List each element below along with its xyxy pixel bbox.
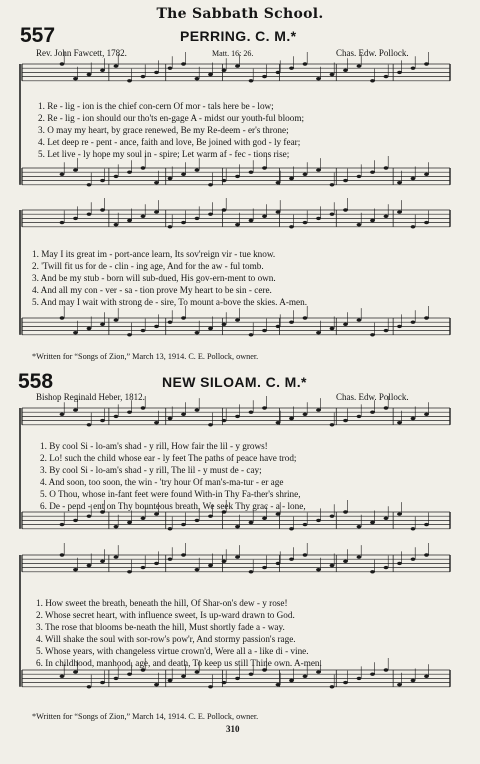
note-head [316,568,321,571]
note-head [208,685,213,688]
note-head [114,318,119,321]
note-head [303,523,308,526]
note-head [73,168,78,171]
tune-title-557: PERRING. C. M.* [180,28,297,44]
verse-line: 4. And all my con - ver - sa - tion prove My heart to be sin - cere. [32,285,272,295]
note-head [195,77,200,80]
note-head [114,525,119,528]
verse-line: 5. Let live - ly hope my soul in - spire; Let warm af - fec - tions rise; [38,149,290,159]
verse-line: 5. O Thou, whose in-fant feet were found With-in Thy Fa-ther's shrine, [40,489,301,499]
note-head [208,183,213,186]
note-head [249,411,254,414]
note-head [397,181,402,184]
note-head [73,408,78,411]
note-head [100,681,105,684]
hymn-number-557: 557 [20,24,56,47]
note-head [330,685,335,688]
note-head [370,79,375,82]
note-head [316,217,321,220]
note-head [289,321,294,324]
note-head [60,173,65,176]
note-head [235,555,240,558]
note-head [289,225,294,228]
note-head [235,223,240,226]
note-head [289,417,294,420]
note-head [154,512,159,515]
note-head [262,329,267,332]
note-head [168,321,173,324]
note-head [73,568,78,571]
note-head [384,75,389,78]
note-head [370,219,375,222]
note-head [195,670,200,673]
note-head [235,175,240,178]
note-head [370,171,375,174]
note-head [168,67,173,70]
note-head [249,219,254,222]
note-head [262,215,267,218]
note-head [411,417,416,420]
note-head [343,681,348,684]
note-head [114,223,119,226]
note-head [370,570,375,573]
note-head [222,323,227,326]
note-head [397,683,402,686]
note-head [424,675,429,678]
note-head [73,217,78,220]
note-head [424,413,429,416]
note-head [73,519,78,522]
note-head [384,406,389,409]
note-head [127,79,132,82]
note-head [424,221,429,224]
note-head [330,183,335,186]
note-head [330,564,335,567]
note-head [316,670,321,673]
note-head [249,521,254,524]
note-head [316,519,321,522]
note-head [87,685,92,688]
note-head [114,677,119,680]
verses-558-system1 [40,440,306,512]
note-head [276,512,281,515]
note-head [384,166,389,169]
verse-line: 1. How sweet the breath, beneath the hill, Of Shar-on's dew - y rose! [36,598,288,608]
note-head [114,175,119,178]
note-head [114,555,119,558]
note-head [330,515,335,518]
verses-557-system2 [32,248,307,308]
note-head [343,510,348,513]
verse-line: 3. O may my heart, by grace renewed, Be my Re-deem - er's throne; [38,125,289,135]
scripture-557: Matt. 16: 26. [212,49,254,58]
note-head [195,519,200,522]
note-head [60,413,65,416]
note-head [424,316,429,319]
note-head [357,318,362,321]
note-head [87,73,92,76]
note-head [154,421,159,424]
note-head [330,73,335,76]
note-head [168,417,173,420]
note-head [343,179,348,182]
note-head [316,331,321,334]
note-head [424,173,429,176]
note-head [303,675,308,678]
note-head [289,67,294,70]
note-head [249,171,254,174]
note-head [127,411,132,414]
note-head [397,325,402,328]
note-head [141,517,146,520]
note-head [357,555,362,558]
note-head [100,208,105,211]
note-head [330,213,335,216]
composer-557: Chas. Edw. Pollock. [336,48,409,58]
note-head [168,527,173,530]
note-head [208,515,213,518]
note-head [60,675,65,678]
note-head [262,566,267,569]
note-head [87,183,92,186]
note-head [357,175,362,178]
note-head [127,521,132,524]
note-head [168,177,173,180]
note-head [343,323,348,326]
note-head [316,408,321,411]
note-head [397,71,402,74]
verse-line: 6. In childhood, manhood, age, and death, To keep us still Thine own. A-men. [36,658,322,668]
note-head [357,64,362,67]
note-head [330,423,335,426]
note-head [87,564,92,567]
note-head [384,215,389,218]
note-head [141,566,146,569]
note-head [411,321,416,324]
note-head [141,166,146,169]
note-head [181,523,186,526]
note-head [276,210,281,213]
note-head [384,668,389,671]
note-head [235,64,240,67]
note-head [303,413,308,416]
note-head [60,523,65,526]
note-head [127,171,132,174]
note-head [195,217,200,220]
verse-line: 2. Re - lig - ion should our tho'ts en-gage A - midst our youth-ful bloom; [38,113,305,123]
note-head [60,62,65,65]
verse-line: 3. By cool Si - lo-am's shad - y rill, The lil - y must de - cay; [40,465,262,475]
verse-line: 4. And soon, too soon, the win - 'try hour Of man's-ma-tur - er age [40,477,284,487]
note-head [289,679,294,682]
note-head [411,679,416,682]
note-head [357,525,362,528]
note-head [60,221,65,224]
note-head [127,333,132,336]
note-head [276,71,281,74]
note-head [370,673,375,676]
note-head [60,316,65,319]
note-head [154,683,159,686]
composer-558: Chas. Edw. Pollock. [336,392,409,402]
note-head [303,553,308,556]
note-head [303,221,308,224]
note-head [370,521,375,524]
note-head [276,325,281,328]
note-head [397,421,402,424]
note-head [127,219,132,222]
note-head [424,523,429,526]
note-head [100,69,105,72]
note-head [343,208,348,211]
tune-title-558: NEW SILOAM. C. M.* [162,374,307,390]
note-head [141,215,146,218]
note-head [100,323,105,326]
note-head [249,79,254,82]
note-head [235,318,240,321]
note-head [222,681,227,684]
note-head [100,179,105,182]
author-558: Bishop Reginald Heber, 1812. [36,392,145,402]
note-head [357,415,362,418]
note-head [222,69,227,72]
note-head [330,327,335,330]
note-head [357,223,362,226]
note-head [411,558,416,561]
note-head [208,327,213,330]
note-head [303,316,308,319]
note-head [141,329,146,332]
note-head [343,560,348,563]
note-head [181,553,186,556]
verse-line: 2. Whose secret heart, with influence sweet, Is up-ward drawn to God. [36,610,295,620]
note-head [397,210,402,213]
verse-line: 6. De - pend - ent on Thy bounteous breath, We seek Thy grac - a - lone, [40,501,306,511]
note-head [262,517,267,520]
note-head [222,179,227,182]
verse-line: 1. Re - lig - ion is the chief con-cern Of mor - tals here be - low; [38,101,274,111]
verse-line: 3. And be my stub - born will sub-dued, His gov-ern-ment to own. [32,273,276,283]
note-head [411,527,416,530]
note-head [87,423,92,426]
note-head [235,677,240,680]
note-head [249,673,254,676]
note-head [208,73,213,76]
note-head [397,512,402,515]
note-head [181,316,186,319]
note-head [87,327,92,330]
verses-557-system1 [38,100,304,160]
note-head [154,325,159,328]
note-head [73,670,78,673]
hymn-number-558: 558 [18,370,54,393]
note-head [384,329,389,332]
verse-line: 1. May I its great im - port-ance learn, Its sov'reign vir - tue know. [32,249,276,259]
verse-line: 5. Whose years, with changeless virtue crown'd, Were all a - like di - vine. [36,646,309,656]
footnote-557: *Written for “Songs of Zion,” March 13, 1914. C. E. Pollock, owner. [32,352,259,361]
note-head [411,225,416,228]
note-head [181,62,186,65]
note-head [357,677,362,680]
note-head [384,517,389,520]
note-head [168,225,173,228]
note-head [154,71,159,74]
note-head [141,75,146,78]
note-head [114,415,119,418]
verses-558-system2 [36,597,322,669]
note-head [424,62,429,65]
note-head [208,564,213,567]
note-head [289,558,294,561]
note-head [384,566,389,569]
note-head [154,181,159,184]
note-head [303,173,308,176]
page-number: 310 [226,724,240,734]
note-head [289,527,294,530]
note-head [181,675,186,678]
note-head [181,173,186,176]
note-head [208,423,213,426]
note-head [141,406,146,409]
note-head [195,168,200,171]
note-head [127,570,132,573]
note-head [276,421,281,424]
note-head [370,333,375,336]
note-head [195,331,200,334]
note-head [235,415,240,418]
note-head [370,411,375,414]
note-head [235,525,240,528]
note-head [208,213,213,216]
note-head [87,515,92,518]
note-head [195,408,200,411]
note-head [424,553,429,556]
verse-line: 4. Let deep re - pent - ance, faith and love, Be joined with god - ly fear; [38,137,301,147]
verse-line: 5. And may I wait with strong de - sire, To mount a-bove the skies. A-men. [32,297,308,307]
note-head [181,413,186,416]
note-head [168,679,173,682]
note-head [316,168,321,171]
note-head [343,69,348,72]
note-head [411,67,416,70]
author-557: Rev. John Fawcett, 1782. [36,48,127,58]
note-head [73,77,78,80]
note-head [397,562,402,565]
note-head [276,562,281,565]
note-head [276,181,281,184]
verse-line: 2. Lo! such the child whose ear - ly feet The paths of peace have trod; [40,453,297,463]
note-head [100,560,105,563]
footnote-558: *Written for “Songs of Zion,” March 14, 1914. C. E. Pollock, owner. [32,712,259,721]
note-head [303,62,308,65]
note-head [154,210,159,213]
note-head [316,77,321,80]
note-head [222,208,227,211]
note-head [249,570,254,573]
note-head [262,166,267,169]
note-head [262,406,267,409]
note-head [262,75,267,78]
note-head [168,558,173,561]
verse-line: 2. 'Twill fit us for de - clin - ing age, And for the aw - ful tomb. [32,261,264,271]
note-head [60,553,65,556]
verse-line: 4. Will shake the soul with sor-row's pow'r, And stormy passion's rage. [36,634,296,644]
note-head [411,177,416,180]
note-head [249,333,254,336]
note-head [195,568,200,571]
note-head [222,419,227,422]
note-head [343,419,348,422]
verse-line: 3. The rose that blooms be-neath the hill, Must shortly fade a - way. [36,622,285,632]
note-head [127,673,132,676]
running-head: The Sabbath School. [156,6,324,22]
note-head [154,562,159,565]
note-head [289,177,294,180]
verse-line: 1. By cool Si - lo-am's shad - y rill, How fair the lil - y grows! [40,441,268,451]
note-head [87,213,92,216]
note-head [73,331,78,334]
note-head [114,64,119,67]
note-head [100,419,105,422]
note-head [276,683,281,686]
note-head [181,221,186,224]
note-head [222,560,227,563]
